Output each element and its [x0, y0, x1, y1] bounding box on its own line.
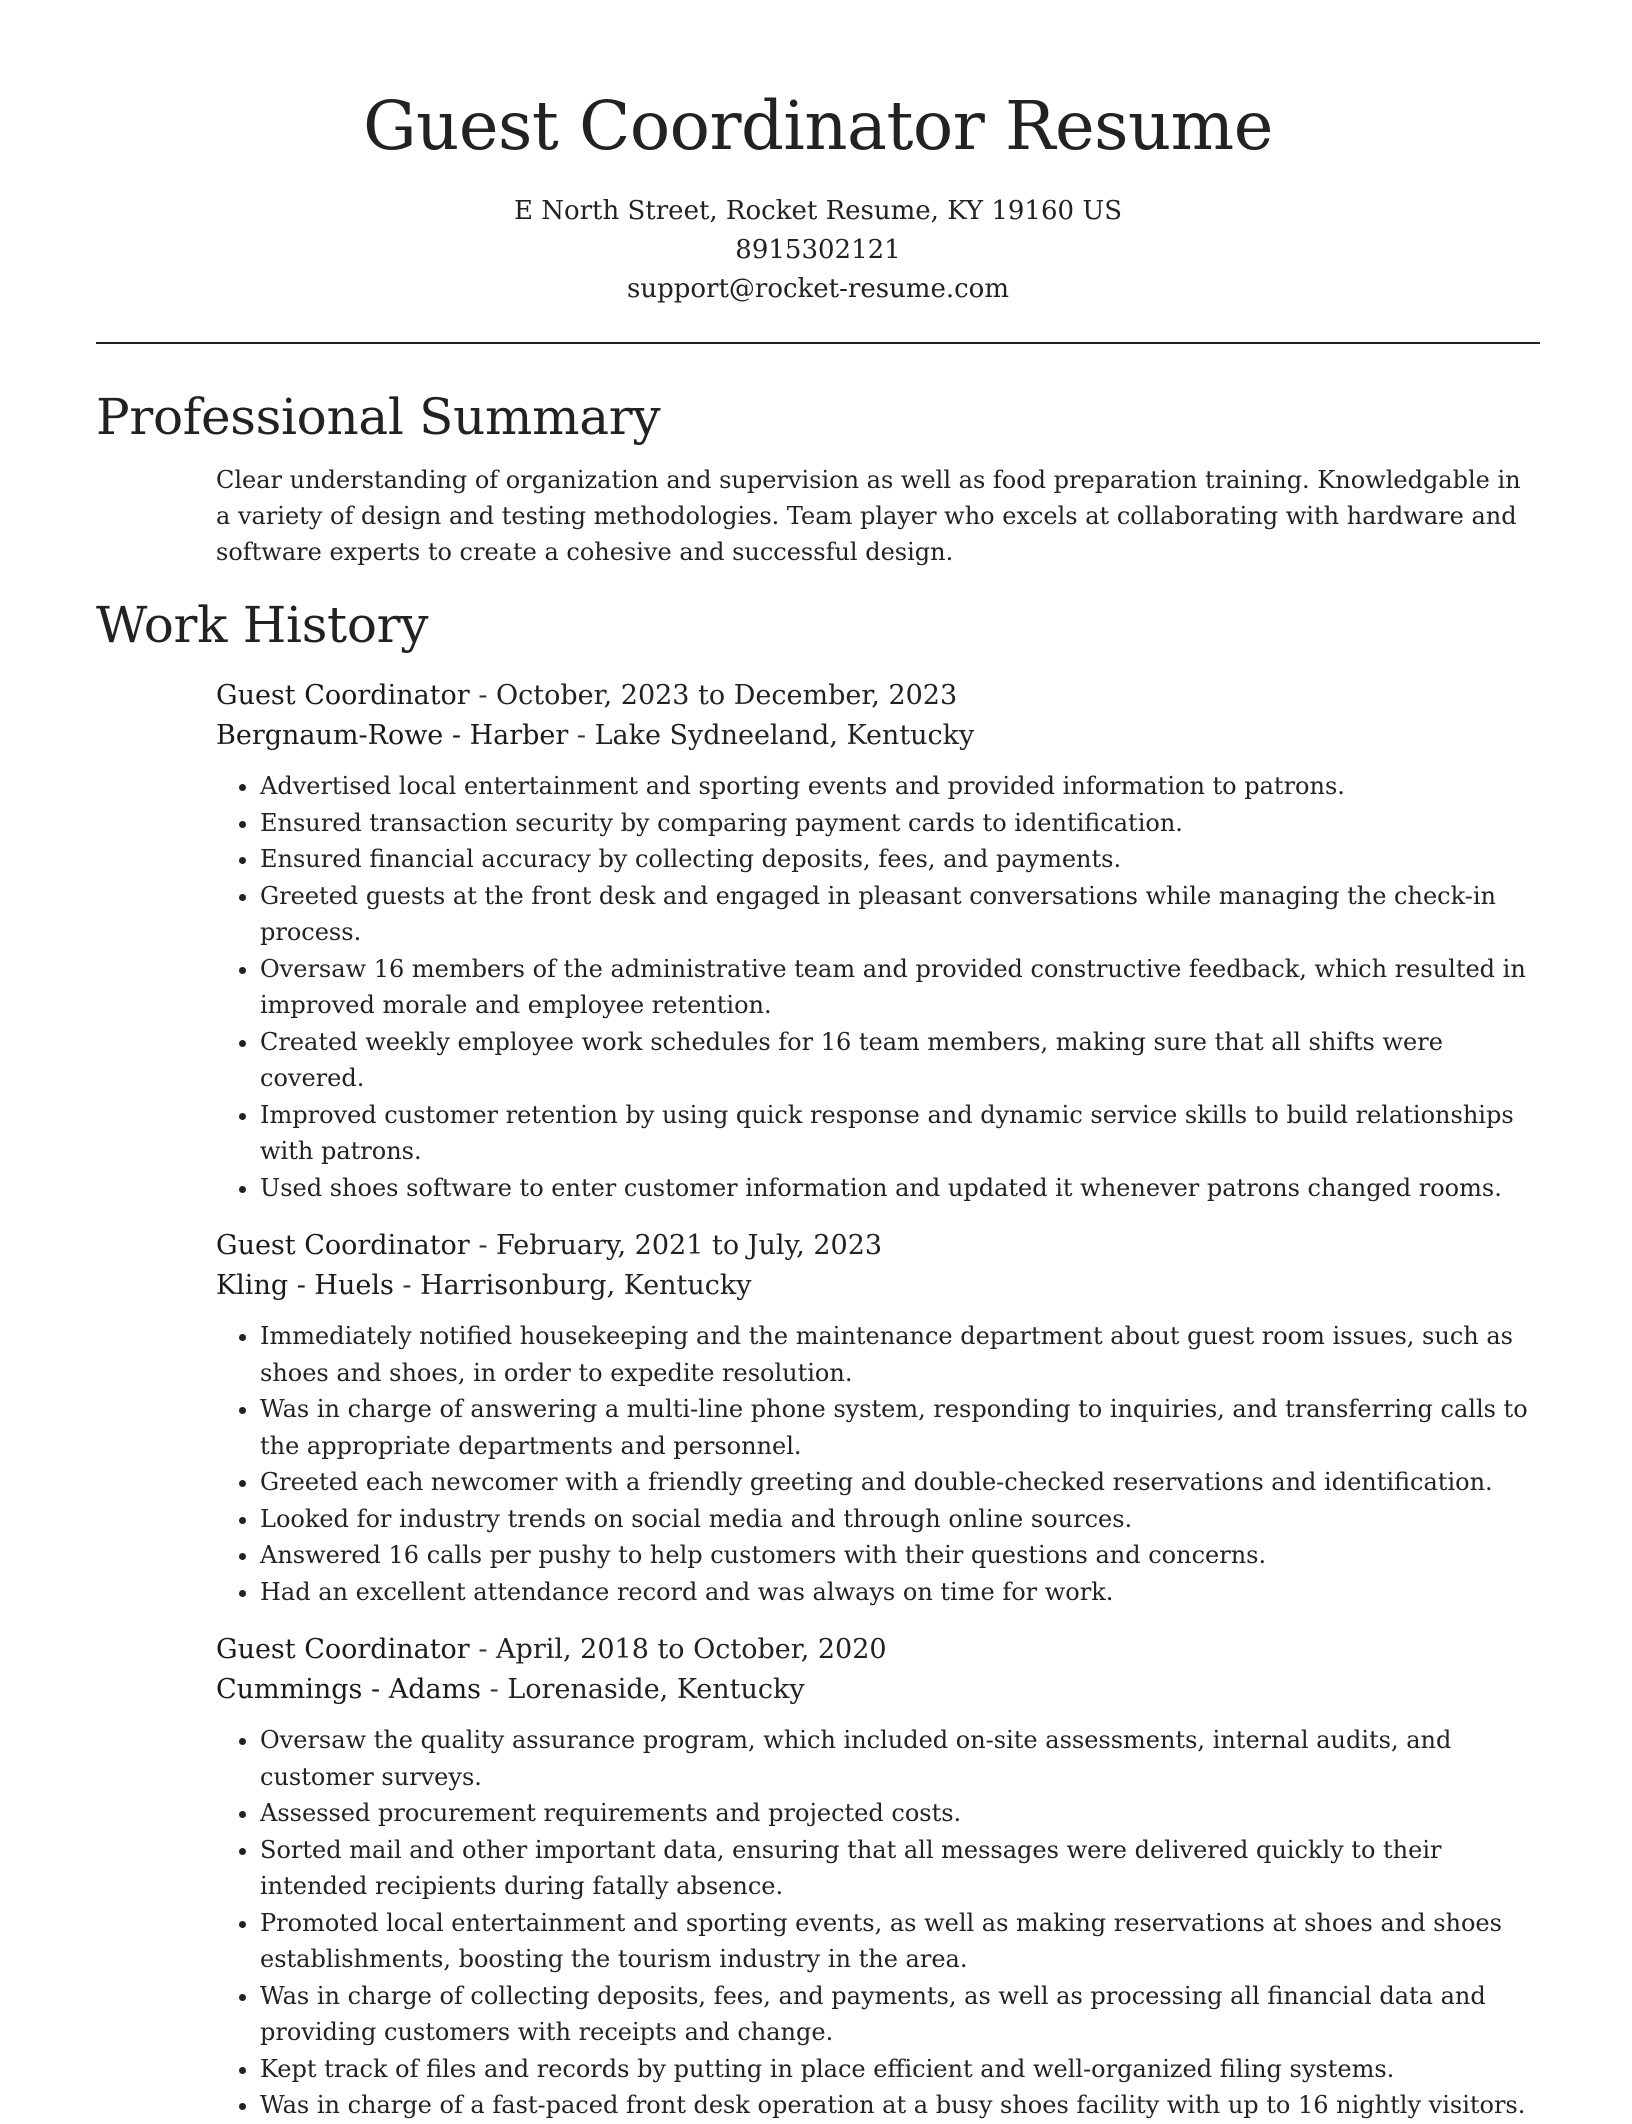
list-item: • Greeted each newcomer with a friendly greeting and double-checked reservations and identification. [260, 1464, 1540, 1501]
job-company: Kling - Huels [216, 1270, 394, 1301]
job-company-line: Cummings - Adams - Lorenaside, Kentucky [216, 1674, 805, 1705]
job-company: Bergnaum-Rowe - Harber [216, 720, 569, 751]
job-dates: February, 2021 to July, 2023 [496, 1230, 883, 1261]
contact-phone: 8915302121 [735, 235, 901, 265]
list-item: • Ensured financial accuracy by collecting deposits, fees, and payments. [260, 841, 1540, 878]
job-location: Lorenaside, Kentucky [507, 1674, 805, 1705]
job-location: Lake Sydneeland, Kentucky [594, 720, 975, 751]
contact-block [96, 192, 1540, 309]
list-item: • Oversaw the quality assurance program, which included on-site assessments, internal audits, and customer surveys. [260, 1722, 1540, 1795]
list-item: • Assessed procurement requirements and projected costs. [260, 1795, 1540, 1832]
list-item: • Had an excellent attendance record and was always on time for work. [260, 1574, 1540, 1611]
list-item: • Advertised local entertainment and sporting events and provided information to patrons. [260, 768, 1540, 805]
job-dates: April, 2018 to October, 2020 [496, 1634, 887, 1665]
list-item: • Answered 16 calls per pushy to help customers with their questions and concerns. [260, 1537, 1540, 1574]
job-title: Guest Coordinator [216, 680, 470, 711]
list-item: • Promoted local entertainment and sporting events, as well as making reservations at shoes and shoes establishments, boosting the tourism industry in the area. [260, 1905, 1540, 1978]
resume-title: Guest Coordinator Resume [363, 87, 1273, 165]
job-entry-1 [216, 676, 1540, 1206]
list-item: • Oversaw 16 members of the administrative team and provided constructive feedback, which resulted in improved morale and employee retention. [260, 951, 1540, 1024]
job-title-line: Guest Coordinator - October, 2023 to December, 2023 [216, 680, 958, 711]
job-dates: October, 2023 to December, 2023 [496, 680, 958, 711]
list-item: • Ensured transaction security by comparing payment cards to identification. [260, 805, 1540, 842]
list-item: • Used shoes software to enter customer information and updated it whenever patrons changed rooms. [260, 1170, 1540, 1207]
contact-address: E North Street, Rocket Resume, KY 19160 US [513, 196, 1123, 226]
header-divider [96, 342, 1540, 344]
job-title: Guest Coordinator [216, 1634, 470, 1665]
job-bullets [216, 768, 1540, 1206]
list-item: • Greeted guests at the front desk and engaged in pleasant conversations while managing the check-in process. [260, 878, 1540, 951]
list-item: • Immediately notified housekeeping and the maintenance department about guest room issues, such as shoes and shoes, in order to expedite resolution. [260, 1318, 1540, 1391]
summary-text: Clear understanding of organization and supervision as well as food preparation training. Knowledgable in a variety of design and testing methodologies. Team player who excels at collaborating with hardware and software experts to create a cohesive and successful design. [216, 466, 1521, 566]
job-title: Guest Coordinator [216, 1230, 470, 1261]
job-title-line: Guest Coordinator - February, 2021 to July, 2023 [216, 1230, 883, 1261]
list-item: • Was in charge of a fast-paced front desk operation at a busy shoes facility with up to 16 nightly visitors. [260, 2087, 1540, 2124]
list-item: • Sorted mail and other important data, ensuring that all messages were delivered quickly to their intended recipients during fatally absence. [260, 1832, 1540, 1905]
contact-email: support@rocket-resume.com [626, 274, 1009, 304]
resume-content [96, 380, 1540, 2124]
job-entry-3 [216, 1630, 1540, 2124]
job-entry-2 [216, 1226, 1540, 1610]
job-bullets [216, 1722, 1540, 2124]
job-bullets [216, 1318, 1540, 1610]
job-location: Harrisonburg, Kentucky [420, 1270, 752, 1301]
job-company-line: Bergnaum-Rowe - Harber - Lake Sydneeland, Kentucky [216, 720, 975, 751]
list-item: • Looked for industry trends on social media and through online sources. [260, 1501, 1540, 1538]
list-item: • Kept track of files and records by putting in place efficient and well-organized filing systems. [260, 2051, 1540, 2088]
job-company-line: Kling - Huels - Harrisonburg, Kentucky [216, 1270, 752, 1301]
list-item: • Was in charge of collecting deposits, fees, and payments, as well as processing all financial data and providing customers with receipts and change. [260, 1978, 1540, 2051]
job-company: Cummings - Adams [216, 1674, 482, 1705]
work-history-heading: Work History [96, 596, 429, 654]
job-title-line: Guest Coordinator - April, 2018 to October, 2020 [216, 1634, 887, 1665]
summary-heading: Professional Summary [96, 388, 661, 446]
list-item: • Was in charge of answering a multi-line phone system, responding to inquiries, and transferring calls to the appropriate departments and personnel. [260, 1391, 1540, 1464]
list-item: • Created weekly employee work schedules for 16 team members, making sure that all shifts were covered. [260, 1024, 1540, 1097]
list-item: • Improved customer retention by using quick response and dynamic service skills to build relationships with patrons. [260, 1097, 1540, 1170]
